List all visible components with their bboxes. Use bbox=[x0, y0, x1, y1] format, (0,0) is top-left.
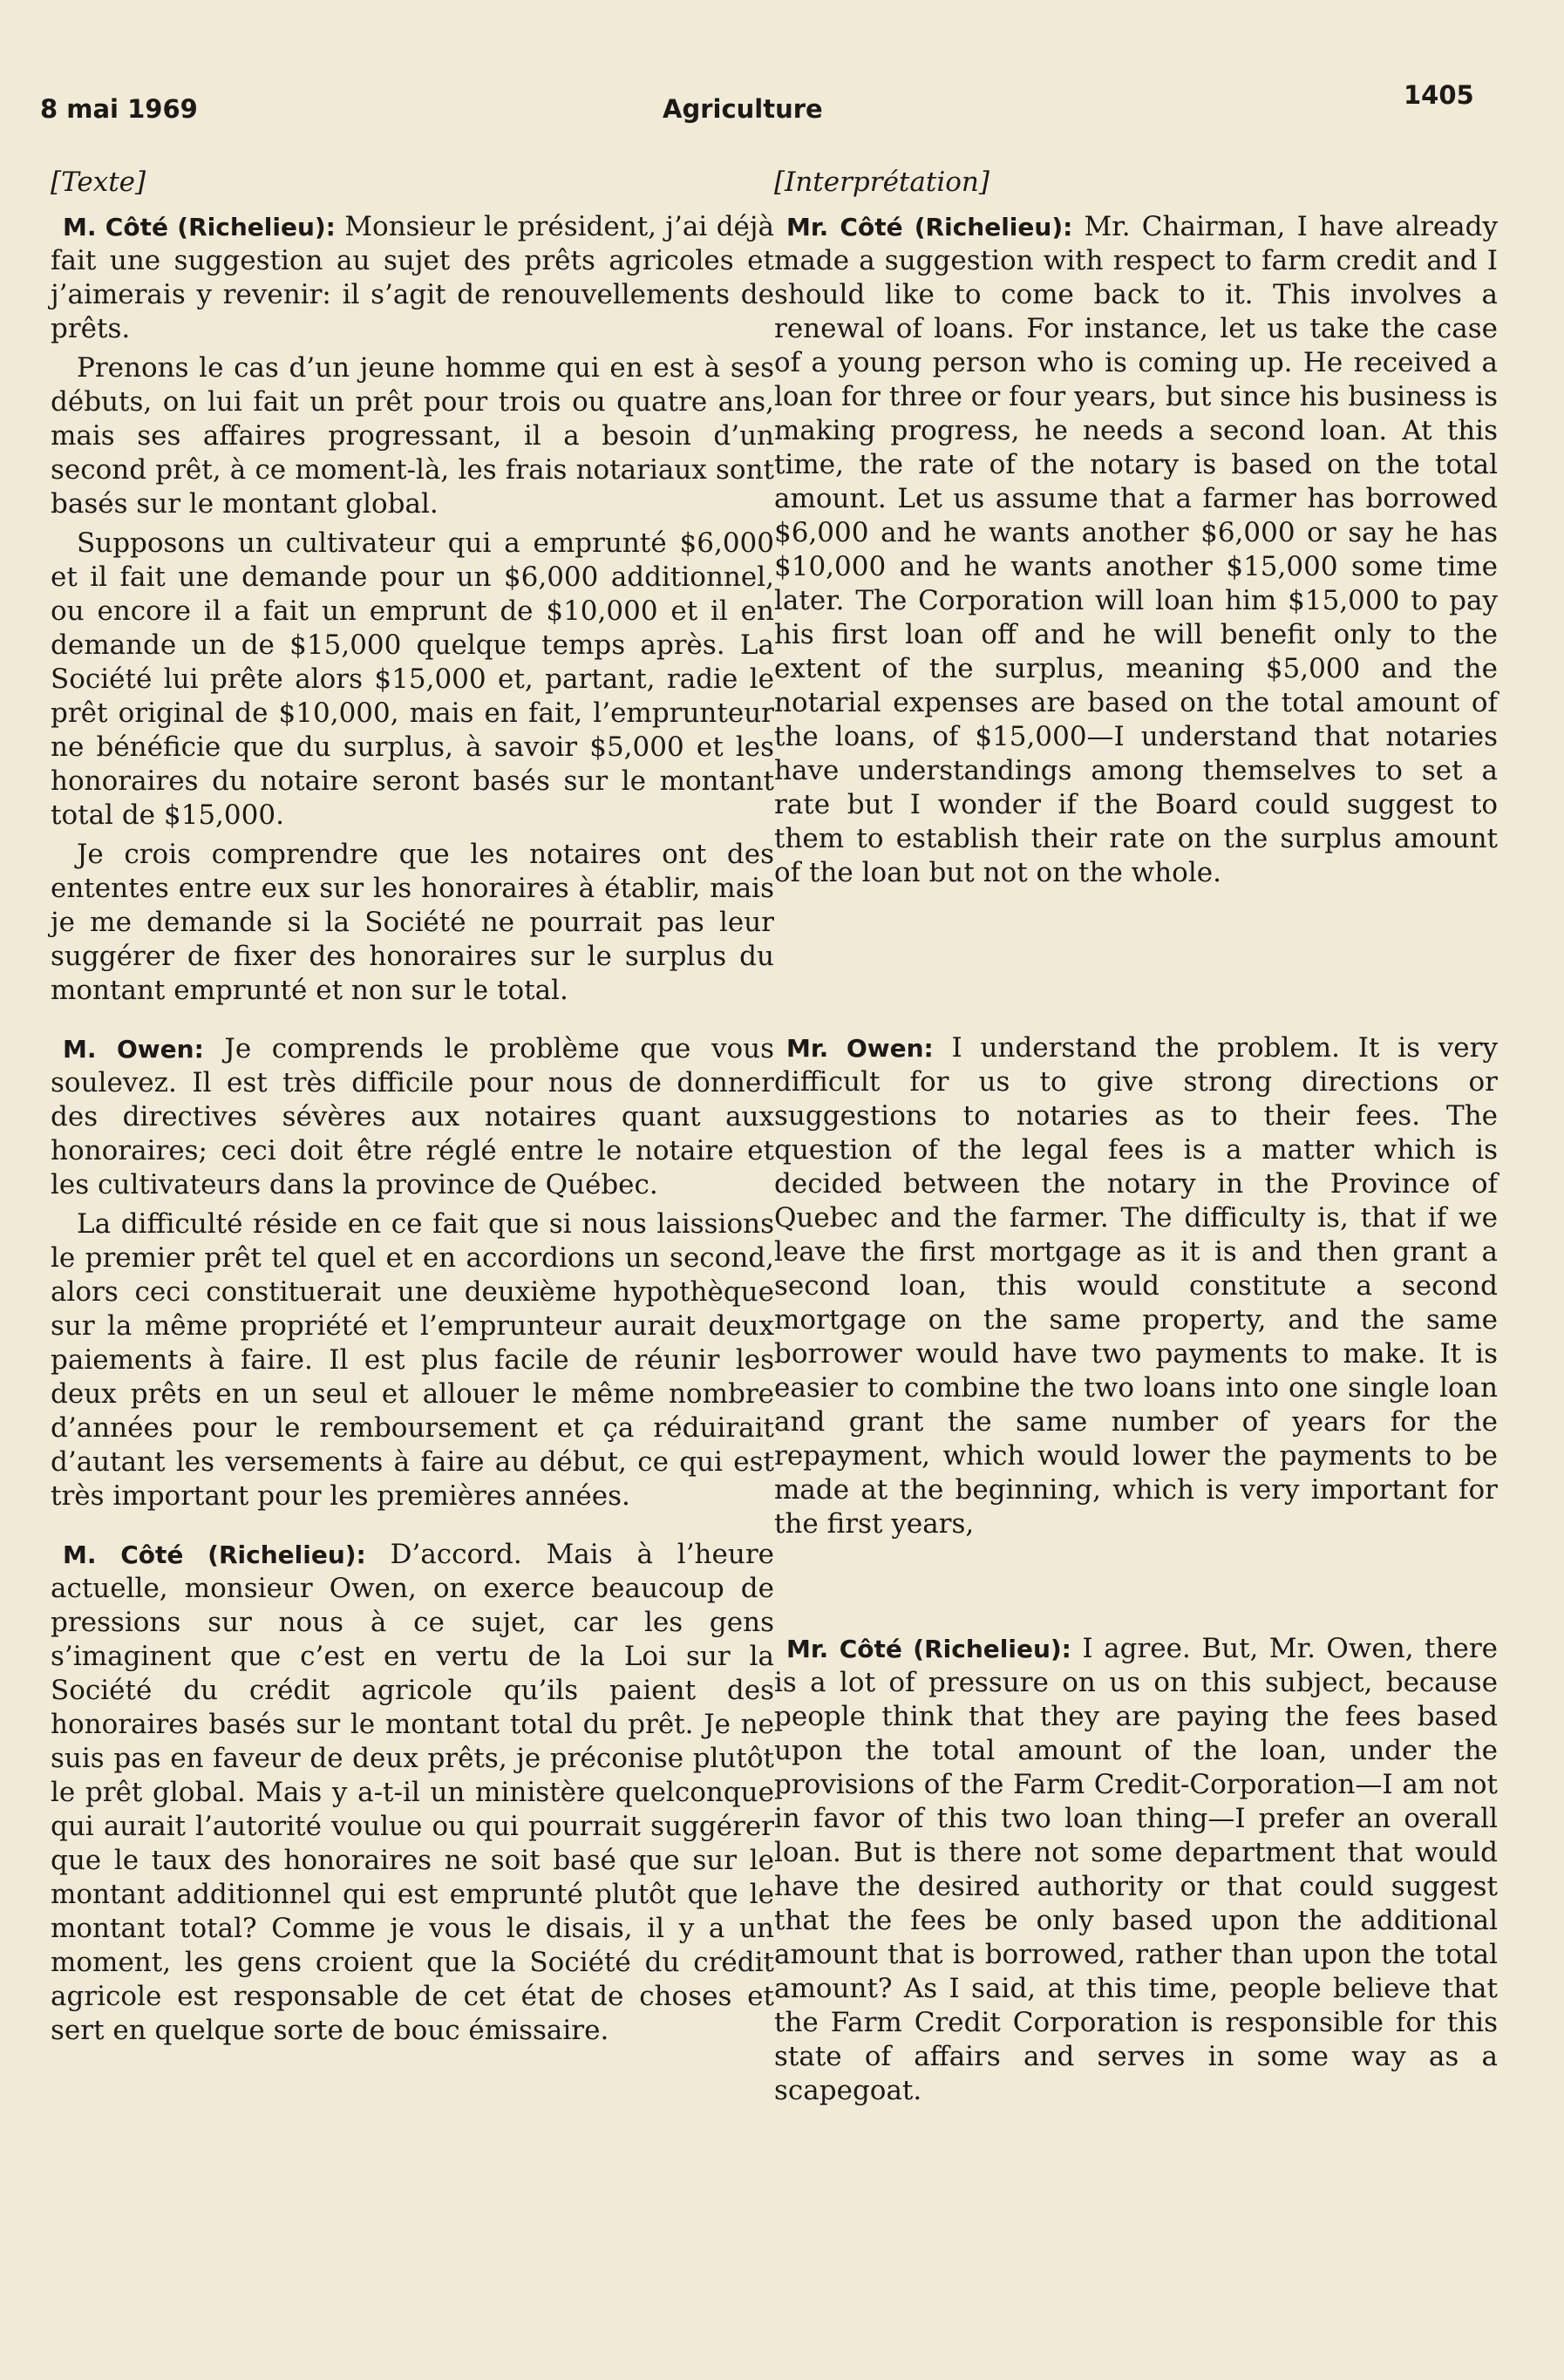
paragraph-text: Je comprends le problème que vous soulevez. Il est très difficile pour nous de donner des directives sévères aux notaires quant aux honoraires; ceci doit être réglé entre le notaire et les cultivateurs dans la province de Québec. bbox=[51, 1033, 774, 1200]
page-header bbox=[0, 0, 1564, 139]
paragraph bbox=[774, 1031, 1498, 1541]
paragraph bbox=[51, 210, 774, 346]
speaker-name: M. Côté (Richelieu): bbox=[63, 1540, 366, 1569]
speaker-name: Mr. Côté (Richelieu): bbox=[786, 1635, 1071, 1663]
paragraph bbox=[51, 1538, 774, 2048]
speaker-name: Mr. Côté (Richelieu): bbox=[786, 213, 1073, 241]
paragraph: Supposons un cultivateur qui a emprunté $6,000 et il fait une demande pour un $6,000 additionnel, ou encore il a fait un emprunt de $10,000 et il en demande un de $15,000 quelque temps après. La Société lui prête alors $15,000 et, partant, radie le prêt original de $10,000, mais en fait, l’emprunteur ne bénéficie que du surplus, à savoir $5,000 et les honoraires du notaire seront basés sur le montant total de $15,000. bbox=[51, 527, 774, 831]
paragraph bbox=[774, 210, 1498, 890]
paragraph-text: I agree. But, Mr. Owen, there is a lot of pressure on us on this subject, because people think that they are paying the fees based upon the total amount of the loan, under the provisions of the Farm Credit-Corporation—I am not in favor of this two loan thing—I prefer an overall loan. But is there not some department that would have the desired authority or that could suggest that the fees be only based upon the additional amount that is borrowed, rather than upon the total amount? As I said, at this time, people believe that the Farm Credit Corporation is responsible for this state of affairs and serves in some way as a scapegoat. bbox=[774, 1633, 1498, 2106]
paragraph: Prenons le cas d’un jeune homme qui en est à ses débuts, on lui fait un prêt pour trois ou quatre ans, mais ses affaires progressant, il a besoin d’un second prêt, à ce moment-là, les frais notariaux sont basés sur le montant global. bbox=[51, 352, 774, 520]
paragraph: Je crois comprendre que les notaires ont des ententes entre eux sur les honoraires à établir, mais je me demande si la Société ne pourrait pas leur suggérer de fixer des honoraires sur le surplus du montant emprunté et non sur le total. bbox=[51, 839, 774, 1006]
paragraph-text: Monsieur le président, j’ai déjà fait une suggestion au sujet des prêts agricoles et j’aimerais y revenir: il s’agit de renouvellements de prêts. bbox=[51, 211, 774, 344]
french-column bbox=[51, 166, 774, 2053]
section-label-texte: [Texte] bbox=[51, 167, 146, 198]
paragraph-text: D’accord. Mais à l’heure actuelle, monsieur Owen, on exerce beaucoup de pressions sur nous à ce sujet, car les gens s’imaginent que c’est en vertu de la Loi sur la Société du crédit agricole qu’ils paient des honoraires basés sur le montant total du prêt. Je ne suis pas en faveur de deux prêts, je préconise plutôt le prêt global. Mais y a-t-il un ministère quelconque qui aurait l’autorité voulue ou qui pourrait suggérer que le taux des honoraires ne soit basé que sur le montant additionnel qui est emprunté plutôt que le montant total? Comme je vous le disais, il y a un moment, les gens croient que la Société du crédit agricole est responsable de cet état de choses et sert en quelque sorte de bouc émissaire. bbox=[51, 1539, 774, 2046]
header-title: Agriculture bbox=[663, 94, 823, 124]
speaker-name: Mr. Owen: bbox=[786, 1034, 934, 1063]
header-date: 8 mai 1969 bbox=[40, 94, 198, 124]
speaker-name: M. Côté (Richelieu): bbox=[63, 213, 336, 241]
speaker-name: M. Owen: bbox=[63, 1035, 204, 1064]
english-column bbox=[774, 166, 1498, 2113]
paragraph: La difficulté réside en ce fait que si nous laissions le premier prêt tel quel et en accordions un second, alors ceci constituerait une deuxième hypothèque sur la même propriété et l’emprunteur aurait deux paiements à faire. Il est plus facile de réunir les deux prêts en un seul et allouer le même nombre d’années pour le remboursement et ça réduirait d’autant les versements à faire au début, ce qui est très important pour les premières années. bbox=[51, 1208, 774, 1512]
paragraph bbox=[774, 1632, 1498, 2108]
paragraph-text: Mr. Chairman, I have already made a suggestion with respect to farm credit and I should like to come back to it. This involves a renewal of loans. For instance, let us take the case of a young person who is coming up. He received a loan for three or four years, but since his business is making progress, he needs a second loan. At this time, the rate of the notary is based on the total amount. Let us assume that a farmer has borrowed $6,000 and he wants another $6,000 or say he has $10,000 and he wants another $15,000 some time later. The Corporation will loan him $15,000 to pay his first loan off and he will benefit only to the extent of the surplus, meaning $5,000 and the notarial expenses are based on the total amount of the loans, of $15,000—I understand that notaries have understandings among themselves to set a rate but I wonder if the Board could suggest to them to establish their rate on the surplus amount of the loan but not on the whole. bbox=[774, 211, 1499, 888]
paragraph-text: I understand the problem. It is very difficult for us to give strong directions or suggestions to notaries as to their fees. The question of the legal fees is a matter which is decided between the notary in the Province of Quebec and the farmer. The difficulty is, that if we leave the first mortgage as it is and then grant a second loan, this would constitute a second mortgage on the same property, and the same borrower would have two payments to make. It is easier to combine the two loans into one single loan and grant the same number of years for the repayment, which would lower the payments to be made at the beginning, which is very important for the first years, bbox=[774, 1032, 1498, 1540]
page-number: 1405 bbox=[1404, 80, 1474, 110]
section-label-interpretation: [Interprétation] bbox=[774, 167, 989, 198]
paragraph bbox=[51, 1032, 774, 1202]
